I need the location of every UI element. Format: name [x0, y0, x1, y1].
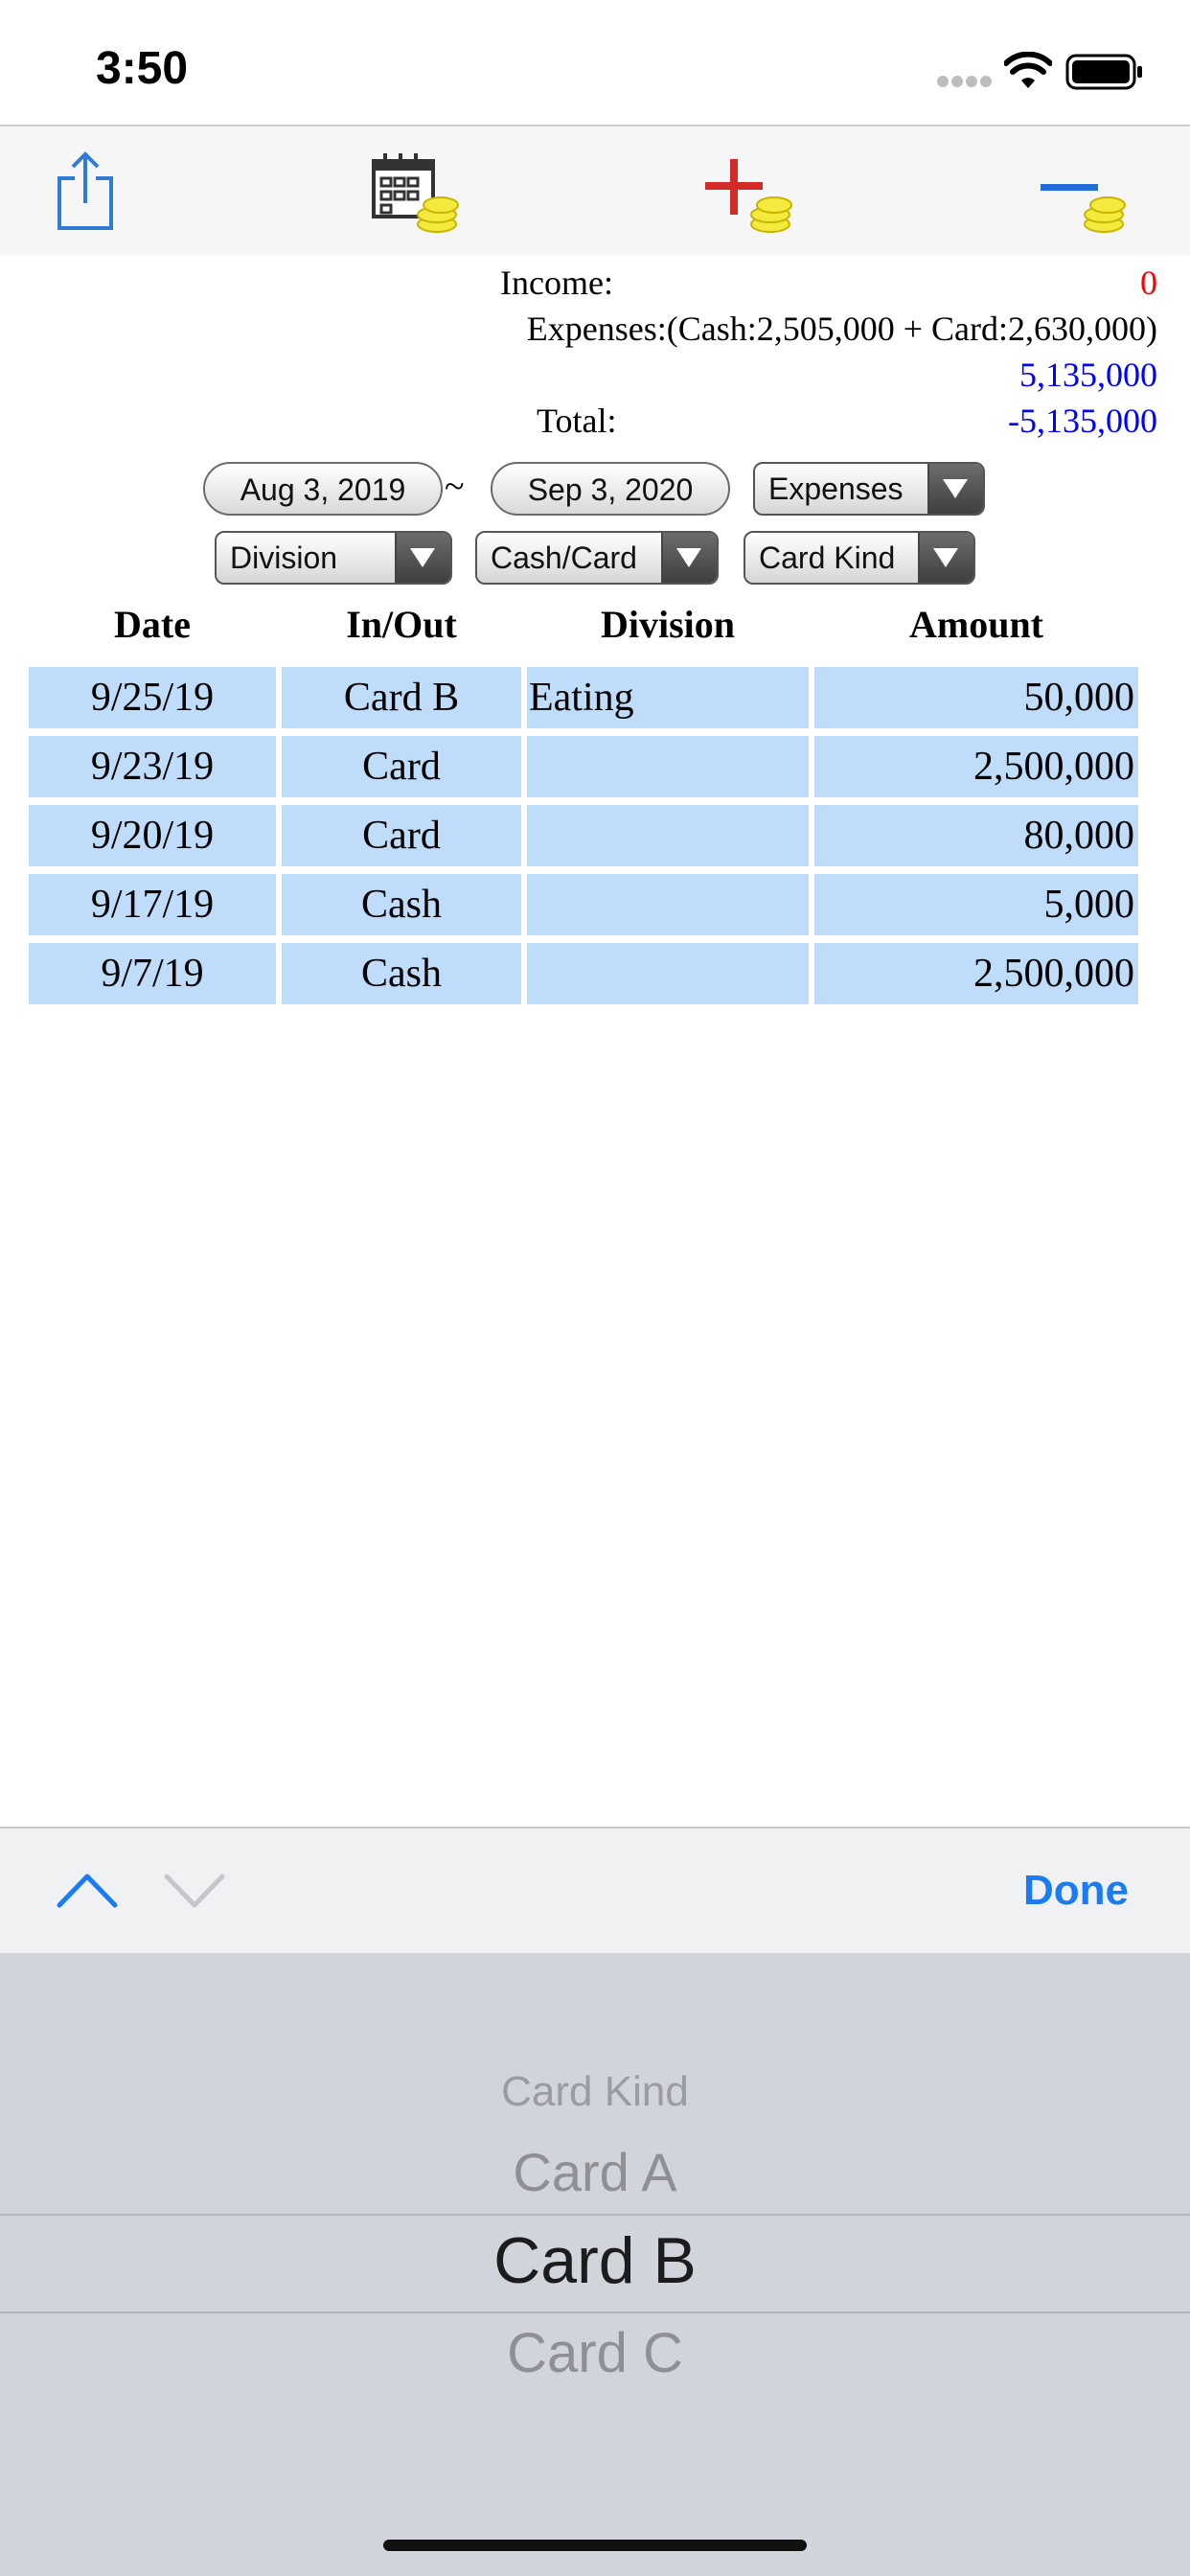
- picker-option-selected[interactable]: Card B: [493, 2224, 697, 2297]
- amount-cell: 5,000: [814, 874, 1138, 935]
- battery-icon: [1065, 54, 1144, 90]
- card-kind-dropdown[interactable]: [744, 531, 975, 585]
- in-out-cell: Cash: [282, 943, 521, 1004]
- type-dropdown-label: Expenses: [768, 472, 904, 506]
- previous-field-button[interactable]: [54, 1869, 121, 1911]
- end-date-button[interactable]: Sep 3, 2020: [491, 462, 730, 516]
- add-expense-icon: [1039, 151, 1131, 234]
- amount-cell: 80,000: [814, 805, 1138, 866]
- wifi-icon: [1004, 52, 1052, 90]
- calendar-button[interactable]: [370, 151, 462, 234]
- cash-card-dropdown-label: Cash/Card: [491, 540, 637, 575]
- in-out-cell: Cash: [282, 874, 521, 935]
- column-header-date: Date: [114, 603, 191, 646]
- total-value: -5,135,000: [1008, 402, 1157, 440]
- dropdown-arrow-icon: [918, 533, 973, 583]
- keyboard-accessory-bar: [0, 1827, 1190, 1955]
- next-field-button[interactable]: [161, 1869, 228, 1911]
- card-kind-picker[interactable]: [0, 1953, 1190, 2576]
- date-cell: 9/20/19: [29, 805, 276, 866]
- done-button[interactable]: Done: [1023, 1867, 1129, 1914]
- amount-cell: 2,500,000: [814, 943, 1138, 1004]
- column-header-division: Division: [600, 603, 736, 646]
- picker-option[interactable]: Card A: [513, 2142, 677, 2202]
- amount-cell: 2,500,000: [814, 736, 1138, 797]
- expenses-value: 5,135,000: [1019, 356, 1157, 394]
- amount-cell: 50,000: [814, 667, 1138, 728]
- dropdown-arrow-icon: [927, 464, 983, 514]
- type-dropdown[interactable]: [753, 462, 985, 516]
- start-date-button[interactable]: Aug 3, 2019: [203, 462, 443, 516]
- date-cell: 9/25/19: [29, 667, 276, 728]
- division-dropdown-label: Division: [230, 540, 338, 575]
- status-time: 3:50: [96, 43, 189, 94]
- chevron-down-icon: [161, 1869, 228, 1911]
- in-out-cell: Card: [282, 736, 521, 797]
- picker-option[interactable]: Card C: [507, 2322, 683, 2384]
- card-kind-dropdown-label: Card Kind: [759, 540, 896, 575]
- range-separator: ~: [445, 467, 465, 507]
- division-cell: [527, 805, 809, 866]
- add-income-button[interactable]: [705, 151, 797, 234]
- date-cell: 9/23/19: [29, 736, 276, 797]
- expenses-label: Expenses:(Cash:2,505,000 + Card:2,630,000): [526, 310, 1157, 348]
- home-indicator: [383, 2540, 807, 2551]
- in-out-cell: Card B: [282, 667, 521, 728]
- share-button[interactable]: [52, 151, 119, 234]
- total-label: Total:: [537, 402, 617, 440]
- toolbar: [0, 125, 1190, 255]
- division-cell: Eating: [527, 667, 809, 728]
- add-expense-button[interactable]: [1039, 151, 1131, 234]
- division-cell: [527, 736, 809, 797]
- date-cell: 9/7/19: [29, 943, 276, 1004]
- calendar-coins-icon: [370, 151, 462, 234]
- division-cell: [527, 874, 809, 935]
- chevron-up-icon: [54, 1869, 121, 1911]
- picker-selection-top-divider: [0, 2214, 1190, 2216]
- picker-selection-bottom-divider: [0, 2312, 1190, 2313]
- share-icon: [52, 151, 119, 234]
- income-label: Income:: [500, 264, 613, 302]
- picker-option[interactable]: Card Kind: [501, 2068, 689, 2115]
- income-value: 0: [1140, 264, 1157, 302]
- division-cell: [527, 943, 809, 1004]
- date-cell: 9/17/19: [29, 874, 276, 935]
- cash-card-dropdown[interactable]: [475, 531, 719, 585]
- add-income-icon: [705, 151, 797, 234]
- dropdown-arrow-icon: [395, 533, 450, 583]
- dropdown-arrow-icon: [661, 533, 717, 583]
- cellular-signal-icon: [937, 75, 995, 88]
- column-header-amount: Amount: [908, 603, 1044, 646]
- in-out-cell: Card: [282, 805, 521, 866]
- division-dropdown[interactable]: [215, 531, 452, 585]
- column-header-in-out: In/Out: [346, 603, 457, 646]
